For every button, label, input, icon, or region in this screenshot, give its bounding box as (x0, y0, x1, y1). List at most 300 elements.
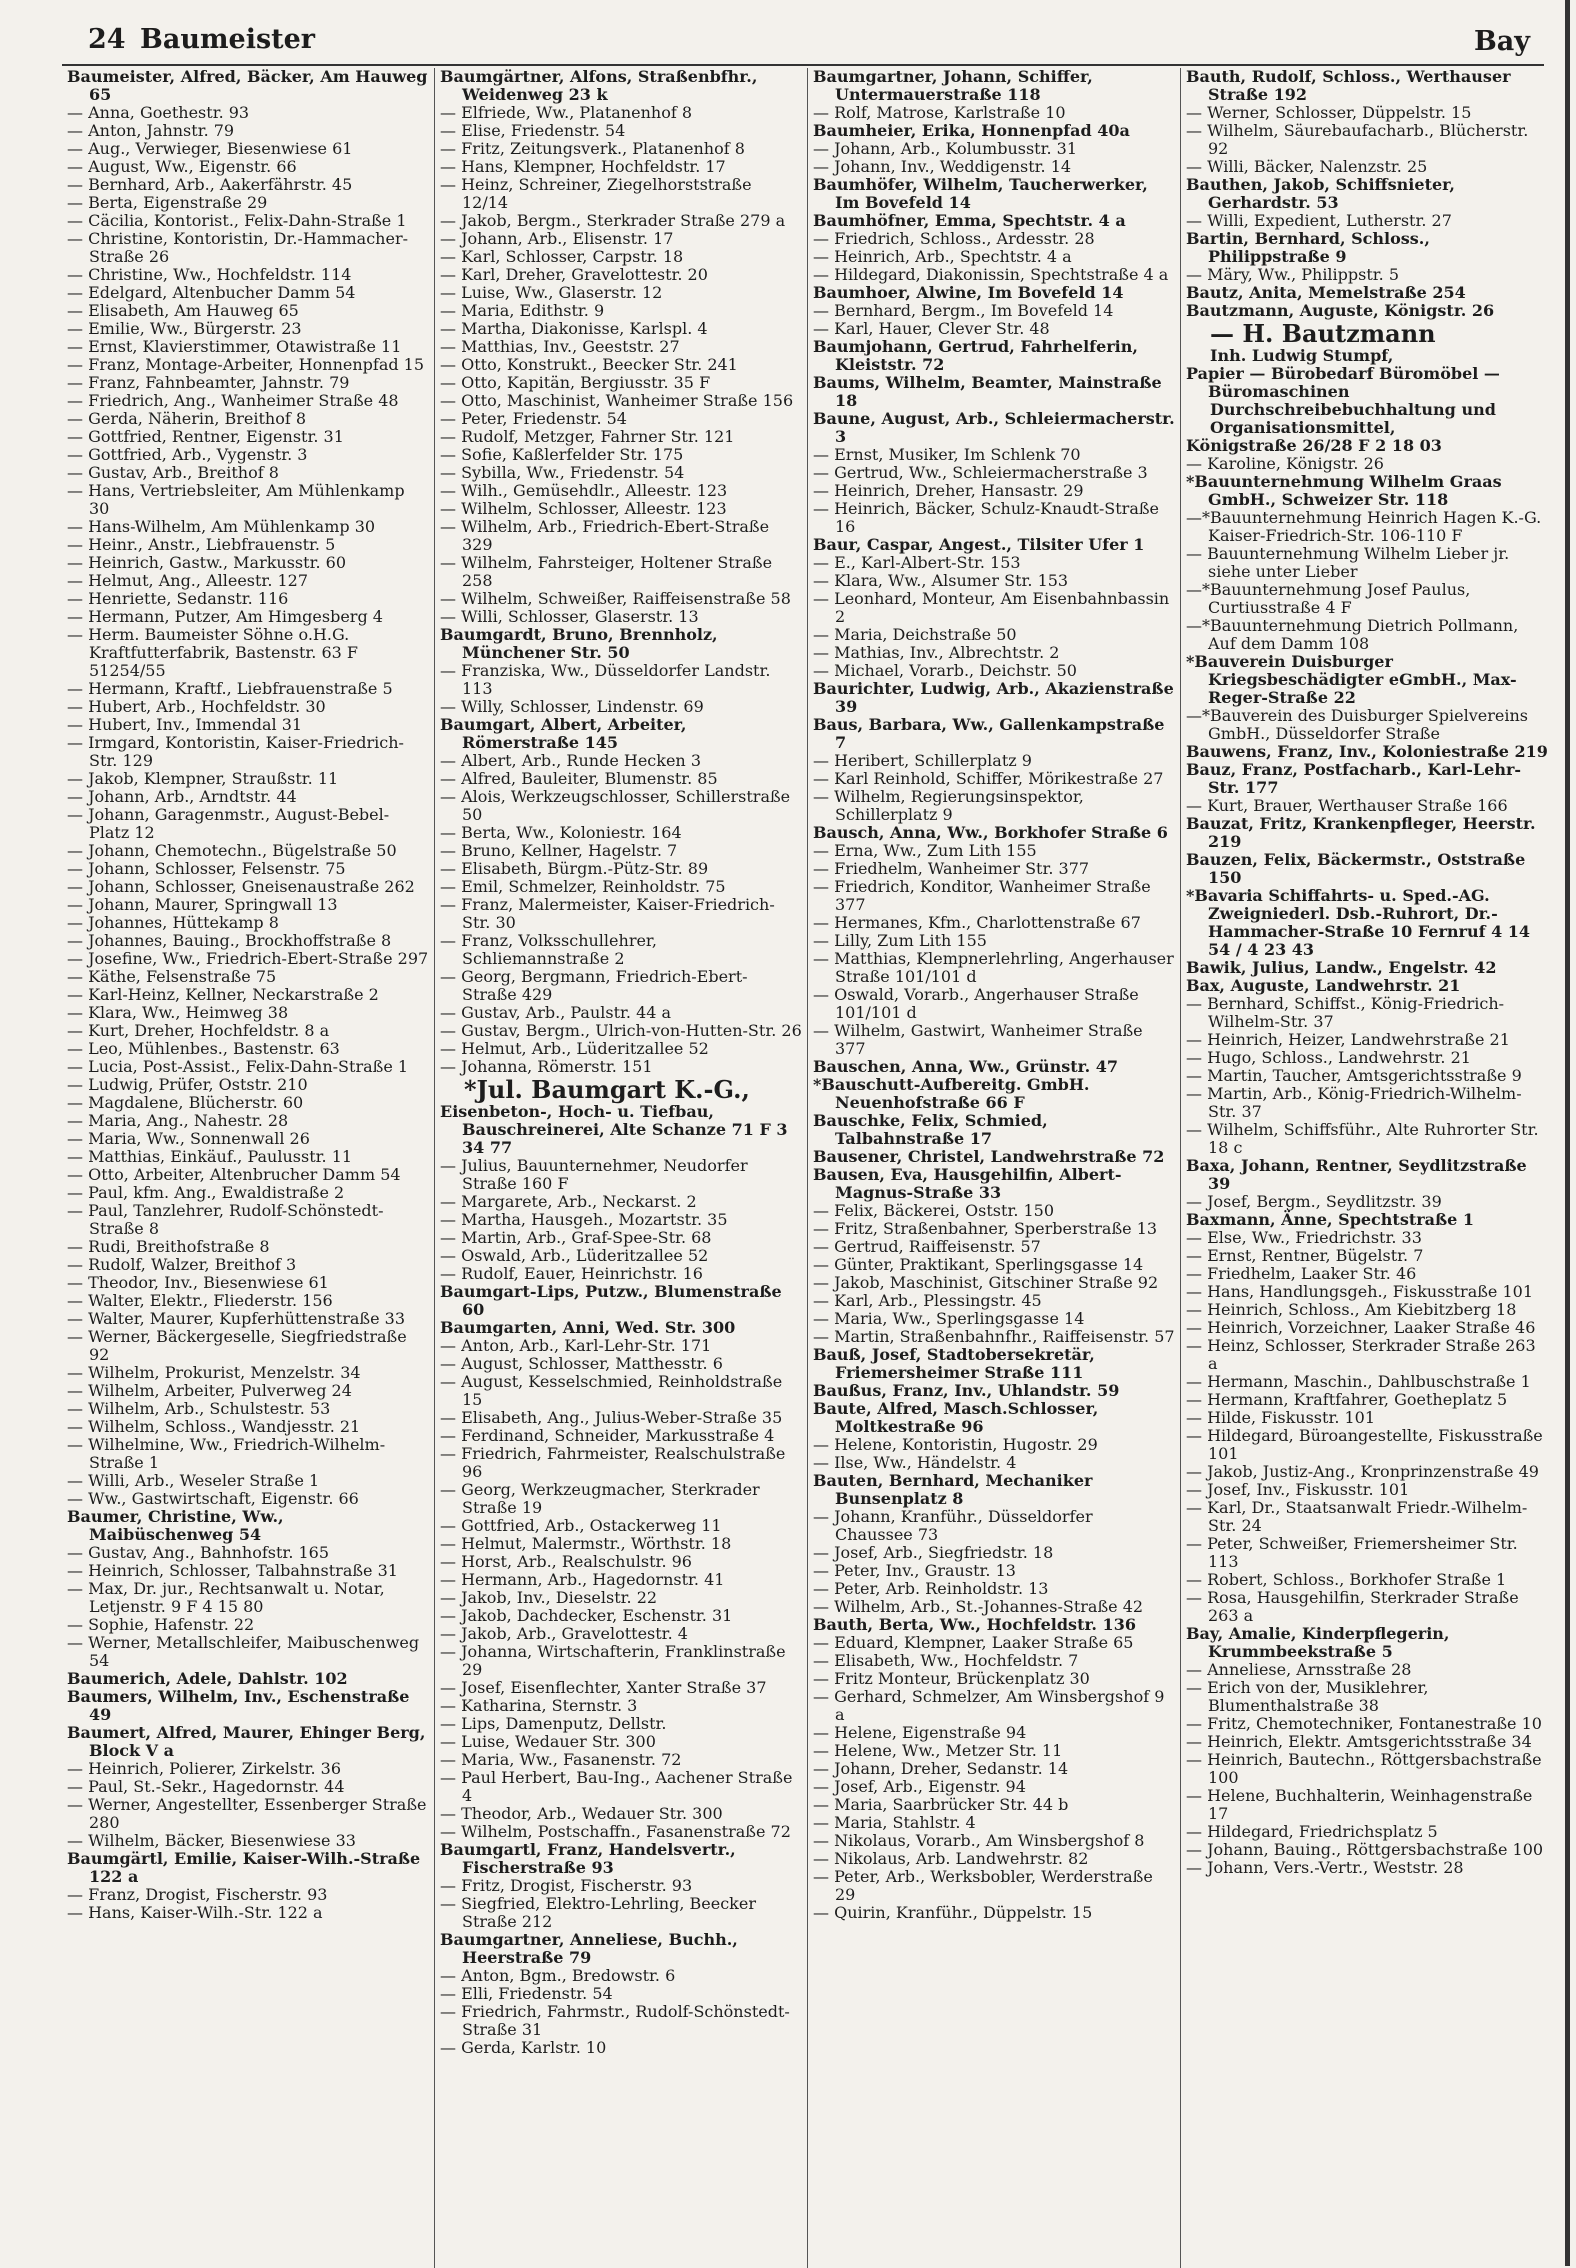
directory-entry: — Rudolf, Eauer, Heinrichstr. 16 (440, 1264, 703, 1283)
directory-entry: — Gottfried, Arb., Ostackerweg 11 (440, 1516, 722, 1535)
directory-entry: — Johann, Chemotechn., Bügelstraße 50 (67, 841, 397, 860)
directory-entry: — Wilhelm, Schloss., Wandjesstr. 21 (67, 1417, 361, 1436)
directory-entry: —*Bauunternehmung Dietrich Pollmann, Auf dem Damm 108 (1186, 616, 1519, 653)
directory-entry: — Paul, kfm. Ang., Ewaldistraße 2 (67, 1183, 345, 1202)
directory-entry: — Jakob, Inv., Dieselstr. 22 (440, 1588, 658, 1607)
directory-entry: — Ernst, Klavierstimmer, Otawistraße 11 (67, 337, 402, 356)
directory-entry: — Else, Ww., Friedrichstr. 33 (1186, 1228, 1422, 1247)
directory-entry: Königstraße 26/28 F 2 18 03 (1186, 436, 1442, 455)
directory-entry: — Jakob, Dachdecker, Eschenstr. 31 (440, 1606, 733, 1625)
directory-entry: — Albert, Arb., Runde Hecken 3 (440, 751, 701, 770)
directory-entry: — Oswald, Arb., Lüderitzallee 52 (440, 1246, 709, 1265)
directory-entry: — Paul, St.-Sekr., Hagedornstr. 44 (67, 1777, 345, 1796)
directory-entry: — Hans, Handlungsgeh., Fiskusstraße 101 (1186, 1282, 1534, 1301)
column-3 (808, 68, 1181, 2268)
directory-entry: — Herm. Baumeister Söhne o.H.G. Kraftfutterfabrik, Bastenstr. 63 F 51254/55 (67, 625, 358, 680)
directory-entry: — Karl-Heinz, Kellner, Neckarstraße 2 (67, 985, 379, 1004)
directory-entry: — Margarete, Arb., Neckarst. 2 (440, 1192, 697, 1211)
directory-entry: — Gerda, Karlstr. 10 (440, 2038, 607, 2057)
directory-entry: — Bernhard, Arb., Aakerfährstr. 45 (67, 175, 353, 194)
directory-entry: — Peter, Friedenstr. 54 (440, 409, 627, 428)
directory-entry: — Karoline, Königstr. 26 (1186, 454, 1384, 473)
directory-entry: — Johann, Arb., Arndtstr. 44 (67, 787, 297, 806)
directory-entry: Bautzmann, Auguste, Königstr. 26 (1186, 301, 1495, 320)
directory-entry: — Helmut, Malermstr., Wörthstr. 18 (440, 1534, 732, 1553)
directory-entry: — Josef, Inv., Fiskusstr. 101 (1186, 1480, 1410, 1499)
directory-entry: Baune, August, Arb., Schleiermacherstr. 3 (813, 409, 1175, 446)
directory-entry: — Johannes, Hüttekamp 8 (67, 913, 279, 932)
directory-entry: Bawik, Julius, Landw., Engelstr. 42 (1186, 958, 1497, 977)
directory-entry: Baute, Alfred, Masch.Schlosser, Moltkestraße 96 (813, 1399, 1099, 1436)
directory-entry: — Oswald, Vorarb., Angerhauser Straße 101/101 d (813, 985, 1139, 1022)
directory-entry: — Maria, Saarbrücker Str. 44 b (813, 1795, 1069, 1814)
directory-entry: Baußus, Franz, Inv., Uhlandstr. 59 (813, 1381, 1120, 1400)
directory-entry: Baumgardt, Bruno, Brennholz, Münchener Str. 50 (440, 625, 718, 662)
directory-entry: — Hugo, Schloss., Landwehrstr. 21 (1186, 1048, 1471, 1067)
directory-entry: — Wilhelm, Schweißer, Raiffeisenstraße 58 (440, 589, 791, 608)
directory-entry: Bausener, Christel, Landwehrstraße 72 (813, 1147, 1165, 1166)
directory-entry: Baxa, Johann, Rentner, Seydlitzstraße 39 (1186, 1156, 1527, 1193)
directory-entry: — Heinrich, Dreher, Hansastr. 29 (813, 481, 1084, 500)
directory-entry: — Georg, Werkzeugmacher, Sterkrader Straße 19 (440, 1480, 760, 1517)
directory-entry: — Josef, Arb., Eigenstr. 94 (813, 1777, 1026, 1796)
directory-entry: — Nikolaus, Arb. Landwehrstr. 82 (813, 1849, 1089, 1868)
directory-entry: — Leonhard, Monteur, Am Eisenbahnbassin 2 (813, 589, 1170, 626)
directory-entry: — Johanna, Römerstr. 151 (440, 1057, 653, 1076)
directory-entry: — Felix, Bäckerei, Oststr. 150 (813, 1201, 1055, 1220)
directory-entry: — Johannes, Bauing., Brockhoffstraße 8 (67, 931, 392, 950)
directory-entry: — Rosa, Hausgehilfin, Sterkrader Straße 263 a (1186, 1588, 1519, 1625)
directory-entry: *Bauschutt-Aufbereitg. GmbH. Neuenhofstraße 66 F (813, 1075, 1090, 1112)
directory-entry: Baumerich, Adele, Dahlstr. 102 (67, 1669, 348, 1688)
directory-entry: — Willi, Bäcker, Nalenzstr. 25 (1186, 157, 1428, 176)
directory-entry: Bauß, Josef, Stadtobersekretär, Friemersheimer Straße 111 (813, 1345, 1095, 1382)
directory-entry: Bauth, Berta, Ww., Hochfeldstr. 136 (813, 1615, 1136, 1634)
directory-entry: — Johann, Bauing., Röttgersbachstraße 100 (1186, 1840, 1544, 1859)
directory-entry: — Mathias, Inv., Albrechtstr. 2 (813, 643, 1060, 662)
column-2 (435, 68, 808, 2268)
directory-entry: Baums, Wilhelm, Beamter, Mainstraße 18 (813, 373, 1162, 410)
directory-entry: — Hubert, Inv., Immendal 31 (67, 715, 303, 734)
directory-entry: — Wilhelm, Arbeiter, Pulverweg 24 (67, 1381, 352, 1400)
directory-entry: — Franz, Montage-Arbeiter, Honnenpfad 15 (67, 355, 425, 374)
directory-entry: — Wilhelm, Postschaffn., Fasanenstraße 72 (440, 1822, 791, 1841)
directory-entry: — Luise, Ww., Glaserstr. 12 (440, 283, 663, 302)
directory-entry: Baumheier, Erika, Honnenpfad 40a (813, 121, 1130, 140)
directory-entry: — Lilly, Zum Lith 155 (813, 931, 987, 950)
directory-entry: — Hermann, Arb., Hagedornstr. 41 (440, 1570, 725, 1589)
directory-entry: — Ilse, Ww., Händelstr. 4 (813, 1453, 1017, 1472)
directory-entry: — Karl, Arb., Plessingstr. 45 (813, 1291, 1042, 1310)
directory-entry: — Rolf, Matrose, Karlstraße 10 (813, 103, 1066, 122)
column-1 (62, 68, 435, 2268)
page-header (62, 22, 1544, 66)
directory-entry: — Leo, Mühlenbes., Bastenstr. 63 (67, 1039, 340, 1058)
directory-entry: — Wilhelm, Arb., Friedrich-Ebert-Straße 329 (440, 517, 770, 554)
directory-entry: — Cäcilia, Kontorist., Felix-Dahn-Straße 1 (67, 211, 407, 230)
directory-entry: — Helene, Buchhalterin, Weinhagenstraße 17 (1186, 1786, 1533, 1823)
directory-entry: Bauwens, Franz, Inv., Koloniestraße 219 (1186, 742, 1548, 761)
directory-entry: —*Bauunternehmung Heinrich Hagen K.-G. Kaiser-Friedrich-Str. 106-110 F (1186, 508, 1542, 545)
directory-entry: Bauth, Rudolf, Schloss., Werthauser Straße 192 (1186, 68, 1511, 104)
directory-entry: Papier — Bürobedarf Büromöbel — Büromaschinen (1186, 364, 1500, 401)
directory-entry: — Heinrich, Bäcker, Schulz-Knaudt-Straße 16 (813, 499, 1160, 536)
directory-entry: — Willi, Arb., Weseler Straße 1 (67, 1471, 320, 1490)
directory-entry: — Anneliese, Arnsstraße 28 (1186, 1660, 1412, 1679)
directory-entry: — Josef, Bergm., Seydlitzstr. 39 (1186, 1192, 1442, 1211)
directory-entry: — Wilhelm, Arb., Schulstestr. 53 (67, 1399, 331, 1418)
directory-entry: — Fritz, Straßenbahner, Sperberstraße 13 (813, 1219, 1158, 1238)
directory-entry: — Quirin, Kranführ., Düppelstr. 15 (813, 1903, 1093, 1922)
directory-entry: — Johann, Schlosser, Gneisenaustraße 262 (67, 877, 415, 896)
directory-entry: — Friedhelm, Wanheimer Str. 377 (813, 859, 1090, 878)
directory-entry: —*Bauverein des Duisburger Spielvereins GmbH., Düsseldorfer Straße (1186, 706, 1529, 743)
directory-entry: Bay, Amalie, Kinderpflegerin, Krummbeekstraße 5 (1186, 1624, 1450, 1661)
directory-entry: — Sofie, Kaßlerfelder Str. 175 (440, 445, 684, 464)
directory-entry: Bauschke, Felix, Schmied, Talbahnstraße 17 (813, 1111, 1048, 1148)
directory-entry: — Alfred, Bauleiter, Blumenstr. 85 (440, 769, 718, 788)
directory-entry: — Maria, Ww., Fasanenstr. 72 (440, 1750, 682, 1769)
directory-entry: — Friedrich, Schloss., Ardesstr. 28 (813, 229, 1095, 248)
directory-entry: — E., Karl-Albert-Str. 153 (813, 553, 1021, 572)
directory-entry: — Klara, Ww., Alsumer Str. 153 (813, 571, 1069, 590)
directory-entry: — Hermann, Maschin., Dahlbuschstraße 1 (1186, 1372, 1531, 1391)
directory-entry: — Peter, Inv., Graustr. 13 (813, 1561, 1016, 1580)
directory-entry: — Hans-Wilhelm, Am Mühlenkamp 30 (67, 517, 376, 536)
directory-entry: — Friedrich, Ang., Wanheimer Straße 48 (67, 391, 399, 410)
directory-entry: — Gustav, Arb., Breithof 8 (67, 463, 279, 482)
directory-entry: — Erich von der, Musiklehrer, Blumenthalstraße 38 (1186, 1678, 1429, 1715)
directory-entry: Bauzen, Felix, Bäckermstr., Oststraße 150 (1186, 850, 1526, 887)
directory-entry: — Wilhelm, Prokurist, Menzelstr. 34 (67, 1363, 361, 1382)
directory-entry: Durchschreibebuchhaltung und Organisationsmittel, (1210, 400, 1496, 437)
directory-entry: — Gustav, Ang., Bahnhofstr. 165 (67, 1543, 330, 1562)
directory-entry: — Josefine, Ww., Friedrich-Ebert-Straße 297 (67, 949, 429, 968)
directory-entry: — Hildegard, Büroangestellte, Fiskusstraße 101 (1186, 1426, 1543, 1463)
directory-entry: — Walter, Maurer, Kupferhüttenstraße 33 (67, 1309, 406, 1328)
directory-entry: Baxmann, Änne, Spechtstraße 1 (1186, 1210, 1475, 1229)
directory-entry: — Bernhard, Schiffst., König-Friedrich-Wilhelm-Str. 37 (1186, 994, 1505, 1031)
directory-entry: — Emilie, Ww., Bürgerstr. 23 (67, 319, 302, 338)
directory-entry: — Franz, Fahnbeamter, Jahnstr. 79 (67, 373, 350, 392)
directory-entry: — Jakob, Maschinist, Gitschiner Straße 92 (813, 1273, 1159, 1292)
directory-entry: Baumgartner, Anneliese, Buchh., Heerstraße 79 (440, 1930, 738, 1967)
directory-entry: — Emil, Schmelzer, Reinholdstr. 75 (440, 877, 726, 896)
directory-entry: — Aug., Verwieger, Biesenwiese 61 (67, 139, 353, 158)
directory-entry: — Heinrich, Polierer, Zirkelstr. 36 (67, 1759, 341, 1778)
page-range-end: Bay (1473, 26, 1530, 57)
directory-entry: Bauzat, Fritz, Krankenpfleger, Heerstr. 219 (1186, 814, 1536, 851)
directory-entry: — Wilhelm, Arb., St.-Johannes-Straße 42 (813, 1597, 1144, 1616)
directory-entry: — Fritz, Drogist, Fischerstr. 93 (440, 1876, 693, 1895)
directory-entry: — Maria, Edithstr. 9 (440, 301, 605, 320)
directory-entry: — Heinrich, Gastw., Markusstr. 60 (67, 553, 346, 572)
directory-entry: — Gerda, Näherin, Breithof 8 (67, 409, 307, 428)
directory-entry: — Matthias, Inv., Geeststr. 27 (440, 337, 680, 356)
directory-entry: — Werner, Angestellter, Essenberger Straße 280 (67, 1795, 427, 1832)
directory-entry: — Sophie, Hafenstr. 22 (67, 1615, 255, 1634)
directory-entry: — Anna, Goethestr. 93 (67, 103, 250, 122)
directory-entry: — Märy, Ww., Philippstr. 5 (1186, 265, 1400, 284)
directory-entry: — Karl, Dreher, Gravelottestr. 20 (440, 265, 708, 284)
directory-entry: Baumgärtl, Emilie, Kaiser-Wilh.-Straße 122 a (67, 1849, 421, 1886)
directory-entry: Baumjohann, Gertrud, Fahrhelferin, Kleiststr. 72 (813, 337, 1138, 374)
directory-entry: — Bruno, Kellner, Hagelstr. 7 (440, 841, 678, 860)
directory-entry: — Heinrich, Elektr. Amtsgerichtsstraße 34 (1186, 1732, 1532, 1751)
directory-entry: — Gertrud, Ww., Schleiermacherstraße 3 (813, 463, 1148, 482)
directory-entry: — Ernst, Musiker, Im Schlenk 70 (813, 445, 1081, 464)
directory-entry: — Wilhelm, Regierungsinspektor, Schillerplatz 9 (813, 787, 1084, 824)
directory-entry: — Johann, Schlosser, Felsenstr. 75 (67, 859, 346, 878)
page-title: Baumeister (140, 24, 316, 55)
directory-entry: — Hilde, Fiskusstr. 101 (1186, 1408, 1376, 1427)
directory-entry: — Friedrich, Fahrmstr., Rudolf-Schönstedt-Straße 31 (440, 2002, 790, 2039)
directory-entry: — Martin, Arb., Graf-Spee-Str. 68 (440, 1228, 712, 1247)
directory-entry: Bauthen, Jakob, Schiffsnieter, Gerhardstr. 53 (1186, 175, 1455, 212)
directory-entry: — Helmut, Ang., Alleestr. 127 (67, 571, 309, 590)
directory-entry: — Werner, Schlosser, Düppelstr. 15 (1186, 103, 1472, 122)
directory-entry: — Theodor, Inv., Biesenwiese 61 (67, 1273, 329, 1292)
columns (62, 68, 1554, 2268)
directory-entry: — August, Kesselschmied, Reinholdstraße 15 (440, 1372, 783, 1409)
directory-entry: — Luise, Wedauer Str. 300 (440, 1732, 656, 1751)
directory-entry: — Elisabeth, Bürgm.-Pütz-Str. 89 (440, 859, 709, 878)
directory-entry: — Willi, Schlosser, Glaserstr. 13 (440, 607, 699, 626)
directory-entry: — Hans, Vertriebsleiter, Am Mühlenkamp 30 (67, 481, 405, 518)
directory-entry: — Martin, Straßenbahnfhr., Raiffeisenstr. 57 (813, 1327, 1175, 1346)
directory-entry: — Ludwig, Prüfer, Oststr. 210 (67, 1075, 308, 1094)
directory-entry: — Franz, Malermeister, Kaiser-Friedrich-Str. 30 (440, 895, 775, 932)
directory-entry: — Heinrich, Heizer, Landwehrstraße 21 (1186, 1030, 1510, 1049)
directory-entry: — Heinr., Anstr., Liebfrauenstr. 5 (67, 535, 336, 554)
directory-entry: Inh. Ludwig Stumpf, (1210, 346, 1394, 365)
directory-entry: — Georg, Bergmann, Friedrich-Ebert-Straße 429 (440, 967, 748, 1004)
directory-entry: — Alois, Werkzeugschlosser, Schillerstraße 50 (440, 787, 791, 824)
directory-entry: — Ww., Gastwirtschaft, Eigenstr. 66 (67, 1489, 359, 1508)
directory-entry: — Ernst, Rentner, Bügelstr. 7 (1186, 1246, 1424, 1265)
directory-entry: — Peter, Arb. Reinholdstr. 13 (813, 1579, 1049, 1598)
directory-entry: — Lips, Damenputz, Dellstr. (440, 1714, 667, 1733)
directory-entry: — Karl, Hauer, Clever Str. 48 (813, 319, 1050, 338)
directory-entry: — Johann, Vers.-Vertr., Weststr. 28 (1186, 1858, 1464, 1877)
directory-entry: — Helene, Kontoristin, Hugostr. 29 (813, 1435, 1098, 1454)
directory-entry: Baumgart-Lips, Putzw., Blumenstraße 60 (440, 1282, 782, 1319)
directory-entry: — Paul Herbert, Bau-Ing., Aachener Straße 4 (440, 1768, 793, 1805)
directory-entry: — Kurt, Dreher, Hochfeldstr. 8 a (67, 1021, 330, 1040)
directory-entry: — Fritz, Zeitungsverk., Platanenhof 8 (440, 139, 745, 158)
directory-entry: — Anton, Bgm., Bredowstr. 6 (440, 1966, 676, 1985)
directory-entry: — Jakob, Bergm., Sterkrader Straße 279 a (440, 211, 786, 230)
directory-entry: — Matthias, Einkäuf., Paulusstr. 11 (67, 1147, 353, 1166)
directory-entry: Baumgart, Albert, Arbeiter, Römerstraße 145 (440, 715, 687, 752)
directory-entry: *Bavaria Schiffahrts- u. Sped.-AG. Zweigniederl. Dsb.-Ruhrort, Dr.-Hammacher-Straße 10 Fernruf 4 14 54 / 4 23 43 (1186, 886, 1531, 959)
directory-entry: *Bauverein Duisburger Kriegsbeschädigter eGmbH., Max-Reger-Straße 22 (1186, 652, 1517, 707)
directory-entry: — Christine, Kontoristin, Dr.-Hammacher-Straße 26 (67, 229, 408, 266)
directory-entry: — Henriette, Sedanstr. 116 (67, 589, 289, 608)
directory-entry: — Hans, Kaiser-Wilh.-Str. 122 a (67, 1903, 323, 1922)
directory-entry: Bauten, Bernhard, Mechaniker Bunsenplatz 8 (813, 1471, 1093, 1508)
directory-entry: — Wilhelm, Schlosser, Alleestr. 123 (440, 499, 727, 518)
directory-entry: — Johann, Kranführ., Düsseldorfer Chaussee 73 (813, 1507, 1093, 1544)
directory-entry: — Rudi, Breithofstraße 8 (67, 1237, 270, 1256)
directory-entry: — Ferdinand, Schneider, Markusstraße 4 (440, 1426, 775, 1445)
directory-entry: — Wilhelm, Säurebaufacharb., Blücherstr. 92 (1186, 121, 1529, 158)
directory-entry: — Christine, Ww., Hochfeldstr. 114 (67, 265, 352, 284)
directory-entry: — Matthias, Klempnerlehrling, Angerhauser Straße 101/101 d (813, 949, 1174, 986)
directory-entry: — Klara, Ww., Heimweg 38 (67, 1003, 289, 1022)
directory-entry: — Helmut, Arb., Lüderitzallee 52 (440, 1039, 709, 1058)
directory-entry: — Magdalene, Blücherstr. 60 (67, 1093, 304, 1112)
directory-entry: — Lucia, Post-Assist., Felix-Dahn-Straße 1 (67, 1057, 409, 1076)
directory-entry: — Josef, Eisenflechter, Xanter Straße 37 (440, 1678, 767, 1697)
directory-entry: — Otto, Arbeiter, Altenbrucher Damm 54 (67, 1165, 401, 1184)
directory-entry: — Wilhelm, Bäcker, Biesenwiese 33 (67, 1831, 356, 1850)
directory-entry: — Maria, Ww., Sonnenwall 26 (67, 1129, 310, 1148)
directory-entry: — Max, Dr. jur., Rechtsanwalt u. Notar, Letjenstr. 9 F 4 15 80 (67, 1579, 385, 1616)
directory-entry: — Hubert, Arb., Hochfeldstr. 30 (67, 697, 326, 716)
directory-entry: — Horst, Arb., Realschulstr. 96 (440, 1552, 692, 1571)
directory-entry: — Anton, Jahnstr. 79 (67, 121, 235, 140)
directory-entry: — Maria, Ww., Sperlingsgasse 14 (813, 1309, 1085, 1328)
directory-entry: Bautz, Anita, Memelstraße 254 (1186, 283, 1466, 302)
directory-entry: — Elise, Friedenstr. 54 (440, 121, 626, 140)
directory-entry: Baumhöfner, Emma, Spechtstr. 4 a (813, 211, 1126, 230)
directory-entry: — Kurt, Brauer, Werthauser Straße 166 (1186, 796, 1508, 815)
directory-entry: — Willi, Expedient, Lutherstr. 27 (1186, 211, 1452, 230)
directory-entry: — Helene, Ww., Metzer Str. 11 (813, 1741, 1063, 1760)
directory-entry: Baumeister, Alfred, Bäcker, Am Hauweg 65 (67, 68, 428, 104)
directory-entry: — Johanna, Wirtschafterin, Franklinstraße 29 (440, 1642, 786, 1679)
directory-entry: *Jul. Baumgart K.-G., (464, 1075, 750, 1104)
directory-entry: — Michael, Vorarb., Deichstr. 50 (813, 661, 1077, 680)
column-4 (1181, 68, 1554, 2268)
directory-entry: — Johann, Arb., Kolumbusstr. 31 (813, 139, 1078, 158)
directory-entry: — Gertrud, Raiffeisenstr. 57 (813, 1237, 1041, 1256)
directory-entry: — Friedrich, Konditor, Wanheimer Straße 377 (813, 877, 1151, 914)
directory-entry: — Berta, Eigenstraße 29 (67, 193, 268, 212)
directory-entry: Baumgarten, Anni, Wed. Str. 300 (440, 1318, 736, 1337)
directory-entry: — Anton, Arb., Karl-Lehr-Str. 171 (440, 1336, 712, 1355)
directory-entry: Baur, Caspar, Angest., Tilsiter Ufer 1 (813, 535, 1145, 554)
directory-entry: — Rudolf, Metzger, Fahrner Str. 121 (440, 427, 735, 446)
directory-entry: — Franziska, Ww., Düsseldorfer Landstr. 113 (440, 661, 771, 698)
directory-entry: Baumert, Alfred, Maurer, Ehinger Berg, Block V a (67, 1723, 426, 1760)
directory-entry: Baumgartl, Franz, Handelsvertr., Fischerstraße 93 (440, 1840, 736, 1877)
directory-entry: Baurichter, Ludwig, Arb., Akazienstraße 39 (813, 679, 1174, 716)
directory-entry: — Wilhelm, Gastwirt, Wanheimer Straße 377 (813, 1021, 1143, 1058)
directory-entry: — Walter, Elektr., Fliederstr. 156 (67, 1291, 333, 1310)
directory-entry: — Peter, Arb., Werksbobler, Werderstraße 29 (813, 1867, 1153, 1904)
directory-entry: — Martha, Hausgeh., Mozartstr. 35 (440, 1210, 728, 1229)
directory-entry: — Gustav, Arb., Paulstr. 44 a (440, 1003, 672, 1022)
directory-entry: — Hildegard, Friedrichsplatz 5 (1186, 1822, 1438, 1841)
directory-entry: *Bauunternehmung Wilhelm Graas GmbH., Schweizer Str. 118 (1186, 472, 1502, 509)
directory-entry: Bausen, Eva, Hausgehilfin, Albert-Magnus-Straße 33 (813, 1165, 1122, 1202)
directory-entry: — Peter, Schweißer, Friemersheimer Str. 113 (1186, 1534, 1518, 1571)
directory-entry: — Martin, Taucher, Amtsgerichtsstraße 9 (1186, 1066, 1522, 1085)
directory-entry: — Hans, Klempner, Hochfeldstr. 17 (440, 157, 726, 176)
directory-entry: — Katharina, Sternstr. 3 (440, 1696, 638, 1715)
directory-entry: Baumhoer, Alwine, Im Bovefeld 14 (813, 283, 1124, 302)
directory-entry: — Karl, Schlosser, Carpstr. 18 (440, 247, 684, 266)
directory-entry: — Fritz, Chemotechniker, Fontanestraße 10 (1186, 1714, 1542, 1733)
directory-entry: — Robert, Schloss., Borkhofer Straße 1 (1186, 1570, 1507, 1589)
directory-entry: — Berta, Ww., Koloniestr. 164 (440, 823, 682, 842)
directory-entry: — Hermanes, Kfm., Charlottenstraße 67 (813, 913, 1141, 932)
directory-entry: — Rudolf, Walzer, Breithof 3 (67, 1255, 297, 1274)
directory-entry: Baumers, Wilhelm, Inv., Eschenstraße 49 (67, 1687, 410, 1724)
directory-entry: — Heribert, Schillerplatz 9 (813, 751, 1032, 770)
directory-entry: — Johann, Maurer, Springwall 13 (67, 895, 338, 914)
directory-entry: — Heinrich, Vorzeichner, Laaker Straße 46 (1186, 1318, 1536, 1337)
directory-entry: — Gottfried, Arb., Vygenstr. 3 (67, 445, 308, 464)
directory-entry: Baumer, Christine, Ww., Maibüschenweg 54 (67, 1507, 284, 1544)
directory-entry: Eisenbeton-, Hoch- u. Tiefbau, Bauschreinerei, Alte Schanze 71 F 3 34 77 (440, 1102, 788, 1157)
directory-entry: — Erna, Ww., Zum Lith 155 (813, 841, 1037, 860)
directory-entry: — Sybilla, Ww., Friedenstr. 54 (440, 463, 685, 482)
directory-entry: — Otto, Konstrukt., Beecker Str. 241 (440, 355, 738, 374)
directory-entry: — Elisabeth, Ang., Julius-Weber-Straße 35 (440, 1408, 783, 1427)
directory-entry: Bax, Auguste, Landwehrstr. 21 (1186, 976, 1461, 995)
directory-entry: — Martha, Diakonisse, Karlspl. 4 (440, 319, 708, 338)
directory-entry: — Wilh., Gemüsehdlr., Alleestr. 123 (440, 481, 728, 500)
directory-entry: — Maria, Ang., Nahestr. 28 (67, 1111, 289, 1130)
directory-entry: — Jakob, Justiz-Ang., Kronprinzenstraße 49 (1186, 1462, 1539, 1481)
directory-entry: — Johann, Dreher, Sedanstr. 14 (813, 1759, 1069, 1778)
directory-entry: — Hermann, Putzer, Am Himgesberg 4 (67, 607, 383, 626)
directory-entry: — H. Bautzmann (1210, 319, 1436, 348)
directory-entry: — Julius, Bauunternehmer, Neudorfer Straße 160 F (440, 1156, 748, 1193)
directory-entry: — August, Ww., Eigenstr. 66 (67, 157, 297, 176)
directory-entry: Bauz, Franz, Postfacharb., Karl-Lehr-Str. 177 (1186, 760, 1522, 797)
directory-entry: Baumgärtner, Alfons, Straßenbfhr., Weidenweg 23 k (440, 68, 758, 104)
directory-entry: — Heinrich, Arb., Spechtstr. 4 a (813, 247, 1072, 266)
directory-entry: — August, Schlosser, Matthesstr. 6 (440, 1354, 723, 1373)
directory-entry: — Bernhard, Bergm., Im Bovefeld 14 (813, 301, 1114, 320)
directory-entry: — Franz, Drogist, Fischerstr. 93 (67, 1885, 328, 1904)
directory-entry: — Otto, Maschinist, Wanheimer Straße 156 (440, 391, 794, 410)
directory-entry: — Heinrich, Schloss., Am Kiebitzberg 18 (1186, 1300, 1517, 1319)
directory-entry: — Käthe, Felsenstraße 75 (67, 967, 277, 986)
directory-entry: — Jakob, Klempner, Straußstr. 11 (67, 769, 339, 788)
directory-entry: — Siegfried, Elektro-Lehrling, Beecker Straße 212 (440, 1894, 756, 1931)
directory-entry: — Fritz Monteur, Brückenplatz 30 (813, 1669, 1090, 1688)
directory-entry: — Johann, Inv., Weddigenstr. 14 (813, 157, 1072, 176)
directory-entry: — Paul, Tanzlehrer, Rudolf-Schönstedt-Straße 8 (67, 1201, 384, 1238)
directory-entry: — Otto, Kapitän, Bergiusstr. 35 F (440, 373, 711, 392)
directory-entry: — Elisabeth, Am Hauweg 65 (67, 301, 299, 320)
page-edge-shadow (1565, 0, 1570, 2266)
directory-entry: — Maria, Stahlstr. 4 (813, 1813, 976, 1832)
directory-entry: — Wilhelmine, Ww., Friedrich-Wilhelm-Straße 1 (67, 1435, 386, 1472)
directory-entry: — Heinz, Schlosser, Sterkrader Straße 263 a (1186, 1336, 1536, 1373)
directory-entry: — Hermann, Kraftf., Liebfrauenstraße 5 (67, 679, 393, 698)
directory-entry: Baus, Barbara, Ww., Gallenkampstraße 7 (813, 715, 1165, 752)
directory-entry: — Johann, Garagenmstr., August-Bebel-Platz 12 (67, 805, 390, 842)
directory-entry: — Edelgard, Altenbucher Damm 54 (67, 283, 356, 302)
directory-entry: — Wilhelm, Schiffsführ., Alte Ruhrorter Str. 18 c (1186, 1120, 1539, 1157)
directory-entry: — Wilhelm, Fahrsteiger, Holtener Straße 258 (440, 553, 773, 590)
directory-entry: — Nikolaus, Vorarb., Am Winsbergshof 8 (813, 1831, 1145, 1850)
page-number: 24 (88, 24, 126, 55)
directory-entry: — Bauunternehmung Wilhelm Lieber jr. siehe unter Lieber (1186, 544, 1510, 581)
directory-entry: — Eduard, Klempner, Laaker Straße 65 (813, 1633, 1134, 1652)
directory-entry: Baumgartner, Johann, Schiffer, Untermauerstraße 118 (813, 68, 1093, 104)
directory-entry: — Theodor, Arb., Wedauer Str. 300 (440, 1804, 723, 1823)
directory-entry: — Maria, Deichstraße 50 (813, 625, 1017, 644)
directory-entry: — Gerhard, Schmelzer, Am Winsbergshof 9 a (813, 1687, 1165, 1724)
directory-entry: — Irmgard, Kontoristin, Kaiser-Friedrich-Str. 129 (67, 733, 404, 770)
